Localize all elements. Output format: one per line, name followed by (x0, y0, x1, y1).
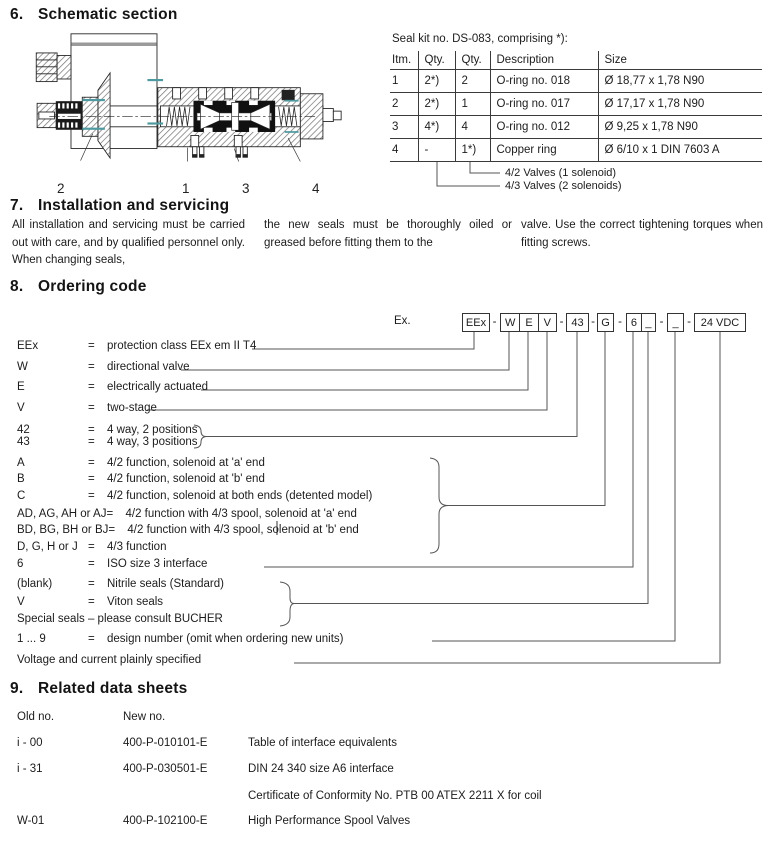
equals: = (106, 508, 114, 520)
description: 4 way, 3 positions (107, 436, 198, 448)
code-box-43 (566, 313, 589, 332)
description: directional valve (107, 361, 190, 373)
table-header-row (390, 51, 762, 70)
code: E (17, 381, 25, 393)
section-7-heading (10, 197, 229, 215)
part-label-1: 1 (182, 181, 190, 196)
table-cell: O-ring no. 017 (490, 93, 598, 116)
ordering-row (17, 578, 224, 590)
code: 1 ... 9 (17, 633, 46, 645)
col-header-qty2: Qty. (455, 51, 490, 70)
code: AD, AG, AH or AJ (17, 508, 107, 520)
table-cell: Ø 6/10 x 1 DIN 7603 A (598, 139, 762, 162)
equals: = (88, 578, 95, 590)
code: B (17, 473, 25, 485)
installation-column-3: valve. Use the correct tightening torques when fitting screws. (521, 219, 763, 249)
ordering-row (17, 613, 223, 625)
ordering-row (17, 596, 163, 608)
table-cell: 4 (455, 116, 490, 139)
code-value-blank: _ (672, 317, 679, 329)
code: Voltage and current plainly specified (17, 654, 202, 666)
table-cell: - (418, 139, 455, 162)
table-cell: 1 (390, 70, 418, 93)
code-value: 43 (571, 316, 584, 329)
table-cell: O-ring no. 012 (490, 116, 598, 139)
section-9-heading (10, 680, 187, 698)
equals: = (88, 596, 95, 608)
part-label-3: 3 (242, 181, 250, 196)
col-header-size: Size (598, 51, 762, 70)
equals: = (88, 402, 95, 414)
code: 6 (17, 558, 24, 570)
section-title: Schematic section (38, 6, 178, 23)
table-row (390, 70, 762, 93)
equals: = (88, 381, 95, 393)
table-cell: 2 (390, 93, 418, 116)
valve-cross-section-drawing (0, 26, 380, 198)
related-old-no: W-01 (17, 815, 45, 827)
footnote-4-2-valves: 4/2 Valves (1 solenoid) (505, 167, 617, 179)
equals: = (88, 473, 95, 485)
code: 43 (17, 436, 30, 448)
description: design number (omit when ordering new units) (107, 633, 344, 645)
description: 4/2 function, solenoid at both ends (detented model) (107, 490, 373, 502)
installation-column-1: All installation and servicing must be carried out with care, and by qualified personnel only. When changing seals, (12, 219, 245, 267)
code: V (17, 596, 25, 608)
part-label-2: 2 (57, 181, 65, 196)
section-title: Ordering code (38, 278, 147, 295)
code-value-e: E (519, 314, 537, 331)
description: protection class EEx em II T4 (107, 340, 257, 352)
description: ISO size 3 interface (107, 558, 208, 570)
section-6-heading (10, 6, 178, 24)
description: electrically actuated (107, 381, 208, 393)
code-value: EEx (465, 316, 487, 329)
equals: = (88, 436, 95, 448)
table-cell: Ø 18,77 x 1,78 N90 (598, 70, 762, 93)
related-new-no: 400-P-030501-E (123, 763, 208, 775)
ordering-row (17, 508, 357, 520)
code: EEx (17, 340, 39, 352)
ordering-row (17, 524, 359, 536)
table-row (390, 116, 762, 139)
code-dash: - (687, 316, 691, 328)
ordering-row (17, 436, 198, 448)
code: BD, BG, BH or BJ (17, 524, 109, 536)
col-header-itm: Itm. (392, 54, 412, 66)
description: 4/3 function (107, 541, 167, 553)
description: 4/2 function with 4/3 spool, solenoid at 'a' end (125, 508, 357, 520)
ordering-row (17, 381, 208, 393)
code: V (17, 402, 25, 414)
section-number: 8. (10, 278, 24, 295)
code-dash: - (559, 316, 564, 328)
related-description: Certificate of Conformity No. PTB 00 ATEX 2211 X for coil (248, 790, 542, 802)
table-cell: 1 (455, 93, 490, 116)
equals: = (88, 558, 95, 570)
code: 42 (17, 424, 30, 436)
related-new-no-header: New no. (123, 711, 166, 723)
table-cell: 1*) (455, 139, 490, 162)
code-box-g (597, 313, 614, 332)
code-box-wev (500, 313, 557, 332)
example-label: Ex. (394, 315, 411, 327)
table-row (390, 93, 762, 116)
code-value-6: 6 (630, 316, 638, 329)
section-number: 7. (10, 197, 24, 214)
related-description: Table of interface equivalents (248, 737, 397, 749)
description: Viton seals (107, 596, 164, 608)
table-row (390, 139, 762, 162)
code-box-6-blank (626, 313, 656, 332)
col-header-qty1: Qty. (418, 51, 455, 70)
code-box-blank (667, 313, 684, 332)
code: W (17, 361, 28, 373)
ordering-row (17, 361, 189, 373)
code-value: G (601, 316, 610, 329)
equals: = (88, 457, 95, 469)
ordering-row (17, 633, 344, 645)
equals: = (88, 633, 95, 645)
related-old-no-header: Old no. (17, 711, 55, 723)
ordering-row (17, 654, 201, 666)
section-8-heading (10, 278, 147, 296)
code-value-v: V (538, 314, 556, 331)
table-cell: 4 (390, 139, 418, 162)
ordering-row (17, 402, 157, 414)
table-cell: 2 (455, 70, 490, 93)
table-cell: Ø 9,25 x 1,78 N90 (598, 116, 762, 139)
related-new-no: 400-P-102100-E (123, 815, 208, 827)
installation-column-2: the new seals must be thoroughly oiled or greased before fitting them to the (264, 219, 512, 249)
table-cell: 2*) (418, 93, 455, 116)
ordering-row (17, 457, 265, 469)
code: A (17, 457, 25, 469)
description: 4/2 function with 4/3 spool, solenoid at 'b' end (127, 524, 359, 536)
code: (blank) (17, 578, 53, 590)
table-cell: 4*) (418, 116, 455, 139)
code: Special seals – please consult BUCHER (17, 613, 223, 625)
ordering-row (17, 424, 198, 436)
table-cell: O-ring no. 018 (490, 70, 598, 93)
description: Nitrile seals (Standard) (107, 578, 224, 590)
equals: = (88, 541, 95, 553)
table-cell: Ø 17,17 x 1,78 N90 (598, 93, 762, 116)
code-dash: - (492, 316, 497, 328)
seal-kit-title: Seal kit no. DS-083, comprising *): (392, 33, 568, 45)
table-cell: Copper ring (490, 139, 598, 162)
section-title: Installation and servicing (38, 197, 230, 214)
code-dash: - (618, 316, 622, 328)
table-cell: 2*) (418, 70, 455, 93)
equals: = (88, 340, 95, 352)
code-box-voltage (694, 313, 746, 332)
code-dash: - (591, 316, 595, 328)
equals: = (88, 490, 95, 502)
col-header-description: Description (490, 51, 598, 70)
code-value-blank: _ (641, 314, 655, 331)
related-old-no: i - 00 (17, 737, 43, 749)
section-title: Related data sheets (38, 680, 188, 697)
description: 4/2 function, solenoid at 'a' end (107, 457, 265, 469)
code-value-w: W (504, 316, 516, 329)
code: D, G, H or J (17, 541, 78, 553)
code-value: 24 VDC (700, 316, 740, 329)
equals: = (88, 424, 95, 436)
related-description: DIN 24 340 size A6 interface (248, 763, 394, 775)
code: C (17, 490, 26, 502)
related-description: High Performance Spool Valves (248, 815, 411, 827)
table-cell: 3 (390, 116, 418, 139)
equals: = (108, 524, 116, 536)
related-old-no: i - 31 (17, 763, 43, 775)
related-new-no: 400-P-010101-E (123, 737, 208, 749)
section-number: 9. (10, 680, 24, 697)
description: 4 way, 2 positions (107, 424, 198, 436)
description: two-stage (107, 402, 157, 414)
equals: = (88, 361, 95, 373)
part-label-4: 4 (312, 181, 320, 196)
ordering-row (17, 340, 256, 352)
code-box-eex (462, 313, 490, 332)
ordering-row (17, 473, 265, 485)
footnote-4-3-valves: 4/3 Valves (2 solenoids) (505, 180, 622, 192)
ordering-row (17, 490, 372, 502)
seal-kit-table (390, 51, 762, 162)
section-number: 6. (10, 6, 24, 23)
description: 4/2 function, solenoid at 'b' end (107, 473, 265, 485)
code-dash: - (659, 316, 664, 328)
ordering-row (17, 558, 207, 570)
ordering-row (17, 541, 166, 553)
